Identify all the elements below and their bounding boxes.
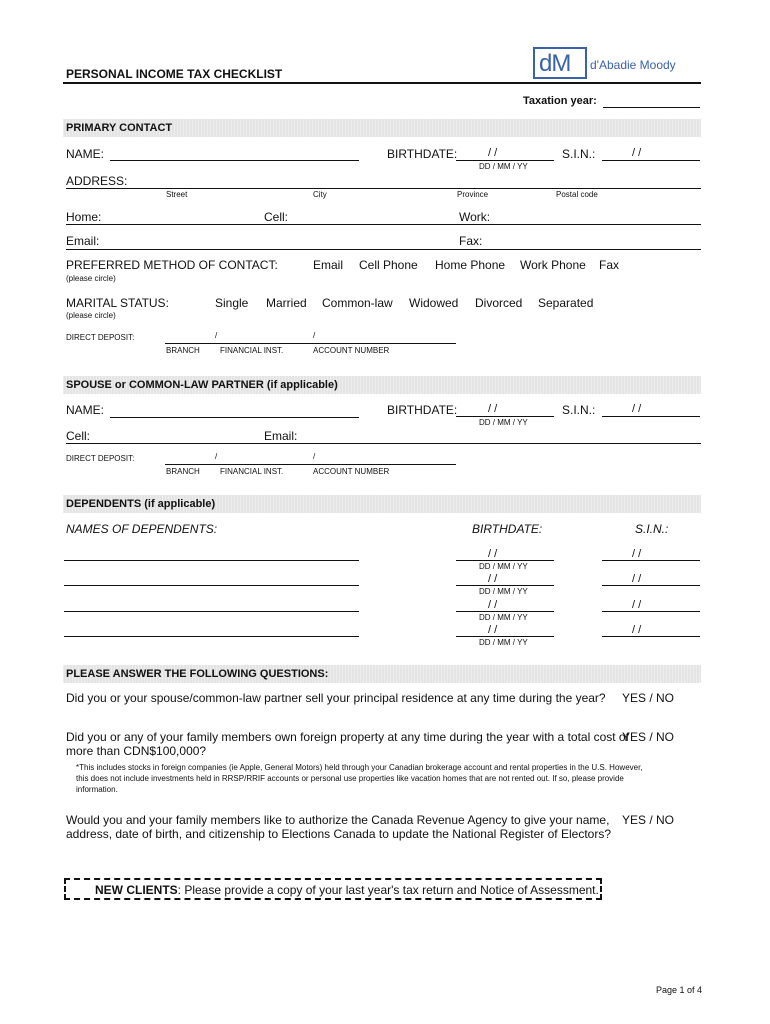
- primary-branch-caption: BRANCH: [166, 346, 200, 355]
- spouse-birthdate-field[interactable]: [456, 416, 554, 417]
- dependent-1-sin-field[interactable]: [602, 560, 700, 561]
- question-1: Did you or your spouse/common-law partner sell your principal residence at any time during the year?: [66, 691, 606, 705]
- question-2-yes-no[interactable]: YES / NO: [622, 730, 675, 744]
- dependent-4-name-field[interactable]: [64, 636, 359, 637]
- question-3-line-2: address, date of birth, and citizenship to Elections Canada to update the National Register of Electors?: [66, 827, 611, 841]
- dependent-3-name-field[interactable]: [64, 611, 359, 612]
- dependents-header: DEPENDENTS (if applicable): [63, 495, 701, 513]
- primary-address-label: ADDRESS:: [66, 174, 128, 188]
- primary-email-label: Email:: [66, 234, 100, 248]
- dependent-4-birthdate-slashes: / /: [488, 624, 498, 636]
- contact-option-email[interactable]: Email: [313, 258, 344, 272]
- spouse-deposit-slash-1: /: [215, 452, 218, 461]
- header-rule: [63, 82, 701, 84]
- dependent-2-birthdate-field[interactable]: [456, 585, 554, 586]
- dependent-2-sin-field[interactable]: [602, 585, 700, 586]
- dependent-1-birthdate-slashes: / /: [488, 548, 498, 560]
- dependent-4-sin-slashes: / /: [632, 624, 642, 636]
- spouse-deposit-slash-2: /: [313, 452, 316, 461]
- contact-option-fax[interactable]: Fax: [599, 258, 620, 272]
- addr-postal-caption: Postal code: [556, 190, 598, 199]
- dependent-3-birthdate-slashes: / /: [488, 599, 498, 611]
- dependent-4-date-format: DD / MM / YY: [479, 638, 528, 647]
- primary-home-label: Home:: [66, 210, 102, 224]
- taxation-year-label: Taxation year:: [523, 95, 597, 107]
- question-2-note-line-1: *This includes stocks in foreign companies (ie Apple, General Motors) held through your Canadian brokerage account and rental properties in the U.S. However,: [76, 763, 643, 772]
- primary-name-field[interactable]: [110, 160, 359, 161]
- dependent-3-date-format: DD / MM / YY: [479, 613, 528, 622]
- question-3-line-1: Would you and your family members like to authorize the Canada Revenue Agency to give your name,: [66, 813, 610, 827]
- addr-city-caption: City: [313, 190, 327, 199]
- marital-option-widowed[interactable]: Widowed: [409, 296, 459, 310]
- primary-deposit-slash-1: /: [215, 331, 218, 340]
- dependent-2-birthdate-slashes: / /: [488, 573, 498, 585]
- addr-street-caption: Street: [166, 190, 188, 199]
- new-clients-label: NEW CLIENTS: [95, 883, 178, 897]
- spouse-deposit-label: DIRECT DEPOSIT:: [66, 454, 135, 463]
- spouse-cell-label: Cell:: [66, 429, 91, 443]
- spouse-contact-field[interactable]: [66, 443, 701, 444]
- spouse-header: SPOUSE or COMMON-LAW PARTNER (if applicable): [63, 376, 701, 394]
- preferred-contact-label: PREFERRED METHOD OF CONTACT:: [66, 258, 278, 272]
- questions-header: PLEASE ANSWER THE FOLLOWING QUESTIONS:: [63, 665, 701, 683]
- dependents-sin-label: S.I.N.:: [635, 522, 669, 536]
- primary-phone-field[interactable]: [66, 224, 701, 225]
- primary-email-field[interactable]: [66, 249, 701, 250]
- taxation-year-field[interactable]: [603, 107, 700, 108]
- marital-option-divorced[interactable]: Divorced: [475, 296, 523, 310]
- spouse-birthdate-slashes: / /: [488, 403, 498, 415]
- contact-option-cell-phone[interactable]: Cell Phone: [359, 258, 418, 272]
- primary-name-label: NAME:: [66, 147, 105, 161]
- primary-contact-header: PRIMARY CONTACT: [63, 119, 701, 137]
- dependent-2-sin-slashes: / /: [632, 573, 642, 585]
- primary-account-caption: ACCOUNT NUMBER: [313, 346, 390, 355]
- primary-sin-label: S.I.N.:: [562, 147, 596, 161]
- primary-sin-field[interactable]: [602, 160, 700, 161]
- primary-birthdate-label: BIRTHDATE:: [387, 147, 458, 161]
- primary-work-label: Work:: [459, 210, 491, 224]
- dependent-4-birthdate-field[interactable]: [456, 636, 554, 637]
- contact-option-home-phone[interactable]: Home Phone: [435, 258, 506, 272]
- primary-date-format: DD / MM / YY: [479, 162, 528, 171]
- dependent-2-name-field[interactable]: [64, 585, 359, 586]
- question-2-note-line-2: this does not include investments held in RRSP/RRIF accounts or personal use properties like vacation homes that are not rented out. If so, please provide: [76, 774, 624, 783]
- page-title: PERSONAL INCOME TAX CHECKLIST: [66, 67, 283, 81]
- question-3-yes-no[interactable]: YES / NO: [622, 813, 675, 827]
- dependent-1-date-format: DD / MM / YY: [479, 562, 528, 571]
- dependent-4-sin-field[interactable]: [602, 636, 700, 637]
- dependent-1-birthdate-field[interactable]: [456, 560, 554, 561]
- dependents-names-label: NAMES OF DEPENDENTS:: [66, 522, 218, 536]
- marital-option-separated[interactable]: Separated: [538, 296, 594, 310]
- preferred-please-circle: (please circle): [66, 274, 116, 283]
- spouse-sin-label: S.I.N.:: [562, 403, 596, 417]
- marital-status-label: MARITAL STATUS:: [66, 296, 169, 310]
- spouse-date-format: DD / MM / YY: [479, 418, 528, 427]
- question-2-line-1: Did you or any of your family members own foreign property at any time during the year with a total cost of: [66, 730, 629, 744]
- spouse-email-label: Email:: [264, 429, 298, 443]
- new-clients-text: : Please provide a copy of your last year's tax return and Notice of Assessment.: [177, 883, 599, 897]
- dependent-3-birthdate-field[interactable]: [456, 611, 554, 612]
- primary-birthdate-field[interactable]: [456, 160, 554, 161]
- question-2-note-line-3: information.: [76, 785, 118, 794]
- company-name: d'Abadie Moody: [590, 58, 676, 72]
- primary-birthdate-slashes: / /: [488, 147, 498, 159]
- marital-please-circle: (please circle): [66, 311, 116, 320]
- marital-option-single[interactable]: Single: [215, 296, 249, 310]
- spouse-birthdate-label: BIRTHDATE:: [387, 403, 458, 417]
- dependent-1-name-field[interactable]: [64, 560, 359, 561]
- spouse-sin-field[interactable]: [602, 416, 700, 417]
- dependent-3-sin-field[interactable]: [602, 611, 700, 612]
- dependent-3-sin-slashes: / /: [632, 599, 642, 611]
- spouse-fininst-caption: FINANCIAL INST.: [220, 467, 284, 476]
- company-logo: dM: [533, 47, 587, 79]
- addr-province-caption: Province: [457, 190, 489, 199]
- primary-deposit-field[interactable]: [165, 343, 456, 344]
- spouse-account-caption: ACCOUNT NUMBER: [313, 467, 390, 476]
- marital-option-married[interactable]: Married: [266, 296, 307, 310]
- contact-option-work-phone[interactable]: Work Phone: [520, 258, 586, 272]
- marital-option-common-law[interactable]: Common-law: [322, 296, 393, 310]
- primary-sin-slashes: / /: [632, 147, 642, 159]
- dependents-birthdate-label: BIRTHDATE:: [472, 522, 543, 536]
- primary-address-field[interactable]: [66, 188, 701, 189]
- new-clients-notice: [64, 878, 602, 900]
- primary-fininst-caption: FINANCIAL INST.: [220, 346, 284, 355]
- primary-deposit-label: DIRECT DEPOSIT:: [66, 333, 135, 342]
- question-1-yes-no[interactable]: YES / NO: [622, 691, 675, 705]
- question-2-line-2: more than CDN$100,000?: [66, 744, 207, 758]
- spouse-name-field[interactable]: [110, 417, 359, 418]
- primary-deposit-slash-2: /: [313, 331, 316, 340]
- spouse-deposit-field[interactable]: [165, 464, 456, 465]
- dependent-2-date-format: DD / MM / YY: [479, 587, 528, 596]
- spouse-sin-slashes: / /: [632, 403, 642, 415]
- primary-fax-label: Fax:: [459, 234, 483, 248]
- primary-cell-label: Cell:: [264, 210, 289, 224]
- spouse-branch-caption: BRANCH: [166, 467, 200, 476]
- page-number: Page 1 of 4: [656, 985, 703, 995]
- spouse-name-label: NAME:: [66, 403, 105, 417]
- dependent-1-sin-slashes: / /: [632, 548, 642, 560]
